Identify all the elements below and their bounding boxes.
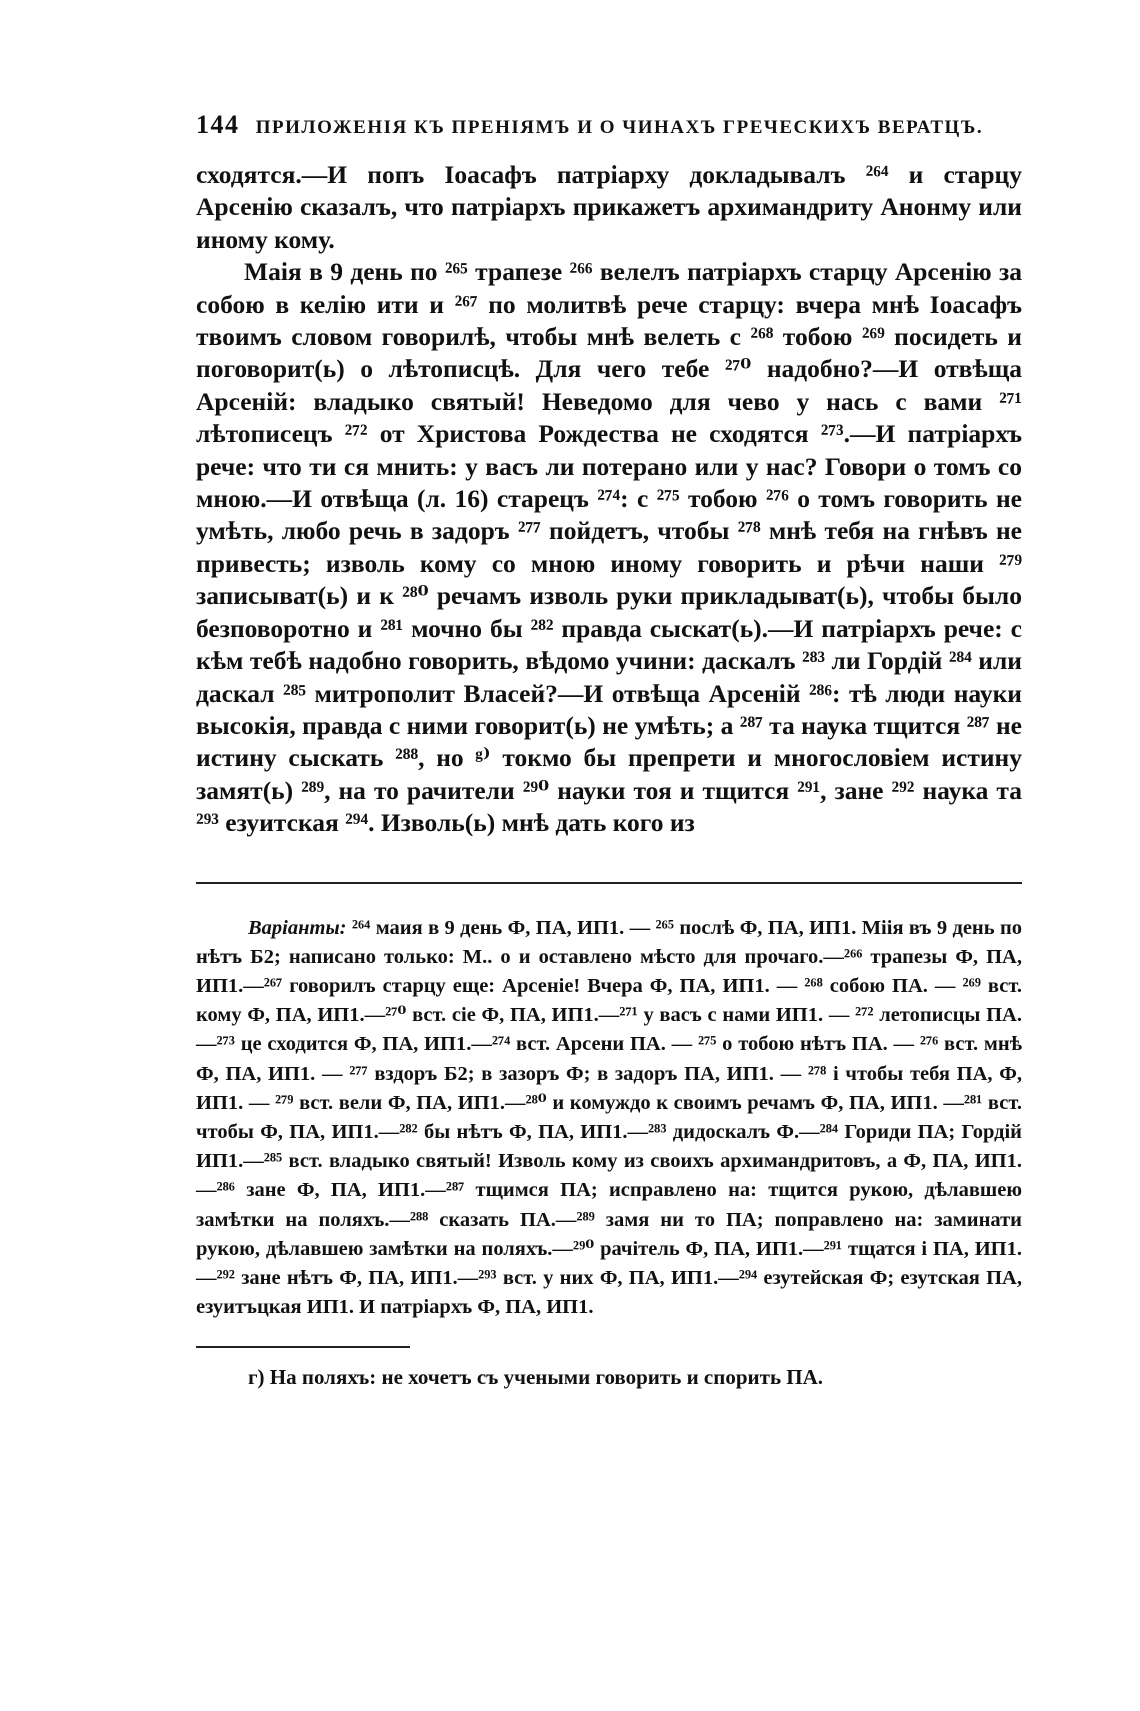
main-text [196, 159, 1022, 840]
running-header [196, 112, 1022, 141]
variants-apparatus [196, 914, 1022, 1323]
note-divider [196, 1346, 410, 1348]
running-title: ПРИЛОЖЕНІЯ КЪ ПРЕНІЯМЪ И О ЧИНАХЪ ГРЕЧЕСКИХЪ ВЕРАТЦЪ. [255, 117, 984, 138]
page-number: 144 [196, 110, 240, 139]
main-paragraph-1: сходятся.—И попъ Іоасафъ патріарху докладывалъ ²⁶⁴ и старцу Арсенію сказалъ, что патріархъ прикажетъ архимандриту Анонму или иному кому. [196, 160, 1022, 254]
margin-note-text: г) На поляхъ: не хочетъ съ учеными говорить и спорить ПА. [248, 1365, 824, 1390]
book-page [196, 112, 1022, 1392]
main-paragraph-2: Маія в 9 день по ²⁶⁵ трапезе ²⁶⁶ велелъ патріархъ старцу Арсенію за собою в келію ити и ²⁶⁷ по молитвѣ рече старцу: вчера мнѣ Іоасафъ твоимъ словом говорилѣ, чтобы мнѣ велеть с ²⁶⁸ тобою ²⁶⁹ посидеть и поговорит(ь) о лѣтописцѣ. Для чего тебе ²⁷⁰ надобно?—И отвѣща Арсеній: владыко святый! Неведомо для чево у нась с вами ²⁷¹ лѣтописецъ ²⁷² от Христова Рождества не сходятся ²⁷³.—И патріархъ рече: что ти ся мнить: у васъ ли потерано или у нас? Говори о томъ со мною.—И отвѣща (л. 16) старецъ ²⁷⁴: с ²⁷⁵ тобою ²⁷⁶ о томъ говорить не умѣть, любо речь в задоръ ²⁷⁷ пойдетъ, чтобы ²⁷⁸ мнѣ тебя на гнѣвъ не привесть; изволь кому со мною иному говорить и рѣчи наши ²⁷⁹ записыват(ь) и к ²⁸⁰ речамъ изволь руки прикладыват(ь), чтобы было безповоротно и ²⁸¹ мочно бы ²⁸² правда сыскат(ь).—И патріархъ рече: с кѣм тебѣ надобно говорить, вѣдомо учини: даскалъ ²⁸³ ли Гордій ²⁸⁴ или даскал ²⁸⁵ митрополит Власей?—И отвѣща Арсеній ²⁸⁶: тѣ люди науки высокія, правда с ними говорит(ь) не умѣть; а ²⁸⁷ та наука тщится ²⁸⁷ не истину сыскать ²⁸⁸, но ᵍ⁾ токмо бы препрети и многословіем истину замят(ь) ²⁸⁹, на то рачители ²⁹⁰ науки тоя и тщится ²⁹¹, зане ²⁹² наука та ²⁹³ езуитская ²⁹⁴. Изволь(ь) мнѣ дать кого из [196, 257, 1022, 838]
variants-text: ²⁶⁴ маия в 9 день Ф, ПА, ИП1. — ²⁶⁵ послѣ Ф, ПА, ИП1. Міія въ 9 день по нѣтъ Б2; написано только: М.. о и оставлено мѣсто для прочаго.—²⁶⁶ трапезы Ф, ПА, ИП1.—²⁶⁷ говорилъ старцу еще: Арсеніе! Вчера Ф, ПА, ИП1. — ²⁶⁸ собою ПА. — ²⁶⁹ вст. кому Ф, ПА, ИП1.—²⁷⁰ вст. сіе Ф, ПА, ИП1.—²⁷¹ у васъ с нами ИП1. — ²⁷² летописцы ПА.—²⁷³ це сходится Ф, ПА, ИП1.—²⁷⁴ вст. Арсени ПА. — ²⁷⁵ о тобою нѣтъ ПА. — ²⁷⁶ вст. мнѣ Ф, ПА, ИП1. — ²⁷⁷ вздоръ Б2; в зазоръ Ф; в задоръ ПА, ИП1. — ²⁷⁸ і чтобы тебя ПА, Ф, ИП1. — ²⁷⁹ вст. вели Ф, ПА, ИП1.—²⁸⁰ и комуждо к своимъ речамъ Ф, ПА, ИП1. —²⁸¹ вст. чтобы Ф, ПА, ИП1.—²⁸² бы нѣтъ Ф, ПА, ИП1.—²⁸³ дидоскалъ Ф.—²⁸⁴ Гориди ПА; Гордій ИП1.—²⁸⁵ вст. владыко святый! Изволь кому из своихъ архимандритовъ, а Ф, ПА, ИП1.—²⁸⁶ зане Ф, ПА, ИП1.—²⁸⁷ тщимся ПА; исправлено на: тщится рукою, дѣлавшею замѣтки на поляхъ.—²⁸⁸ сказать ПА.—²⁸⁹ замя ни то ПА; поправлено на: заминати рукою, дѣлавшею замѣтки на поляхъ.—²⁹⁰ рачітель Ф, ПА, ИП1.—²⁹¹ тщатся і ПА, ИП1.—²⁹² зане нѣтъ Ф, ПА, ИП1.—²⁹³ вст. у них Ф, ПА, ИП1.—²⁹⁴ езутейская Ф; езутская ПА, езуитъцкая ИП1. И патріархъ Ф, ПА, ИП1. [196, 916, 1023, 1319]
margin-note [196, 1362, 1022, 1392]
footnote-divider [196, 882, 1022, 884]
variants-label: Варіанты: [248, 916, 347, 939]
variants-paragraph [196, 914, 1022, 1323]
